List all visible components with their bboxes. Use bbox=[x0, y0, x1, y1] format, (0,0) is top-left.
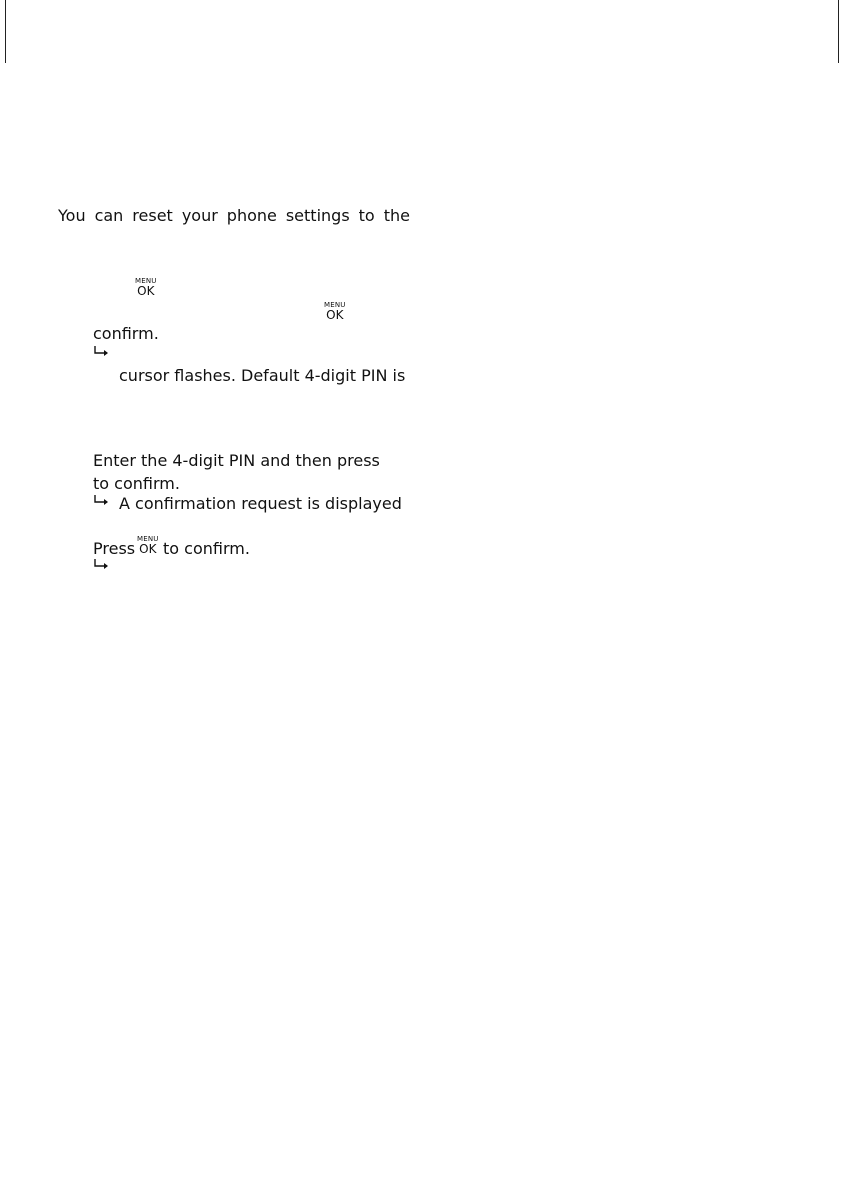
step-confirm-text: confirm. bbox=[93, 324, 159, 343]
intro-word: phone bbox=[226, 206, 277, 225]
menu-ok-key-icon bbox=[324, 302, 346, 321]
step-result-text: cursor flashes. Default 4-digit PIN is bbox=[119, 366, 406, 385]
ok-key-label: OK bbox=[139, 542, 157, 556]
crop-mark-left bbox=[5, 0, 6, 63]
intro-word: your bbox=[181, 206, 218, 225]
intro-word: reset bbox=[132, 206, 173, 225]
menu-key-label: MENU bbox=[324, 301, 346, 309]
intro-word: You bbox=[58, 206, 86, 225]
ok-key-label: OK bbox=[326, 308, 344, 322]
result-arrow-icon bbox=[94, 559, 110, 571]
menu-ok-key-icon bbox=[135, 278, 157, 297]
intro-text bbox=[58, 206, 410, 226]
step-instruction-text: Enter the 4-digit PIN and then press bbox=[93, 451, 380, 470]
intro-word: the bbox=[383, 206, 410, 225]
step-confirm-text: to confirm. bbox=[163, 539, 250, 558]
menu-key-label: MENU bbox=[137, 535, 159, 543]
result-arrow-icon bbox=[94, 346, 110, 358]
crop-mark-right bbox=[838, 0, 839, 63]
ok-key-label: OK bbox=[137, 284, 155, 298]
result-arrow-icon bbox=[94, 495, 110, 507]
step-instruction-text: to confirm. bbox=[93, 474, 180, 493]
intro-word: to bbox=[358, 206, 375, 225]
menu-key-label: MENU bbox=[135, 277, 157, 285]
step-result-text: A confirmation request is displayed bbox=[119, 494, 402, 513]
step-press-text: Press bbox=[93, 539, 136, 558]
menu-ok-key-icon bbox=[137, 536, 159, 555]
intro-word: can bbox=[94, 206, 124, 225]
intro-word: settings bbox=[285, 206, 350, 225]
